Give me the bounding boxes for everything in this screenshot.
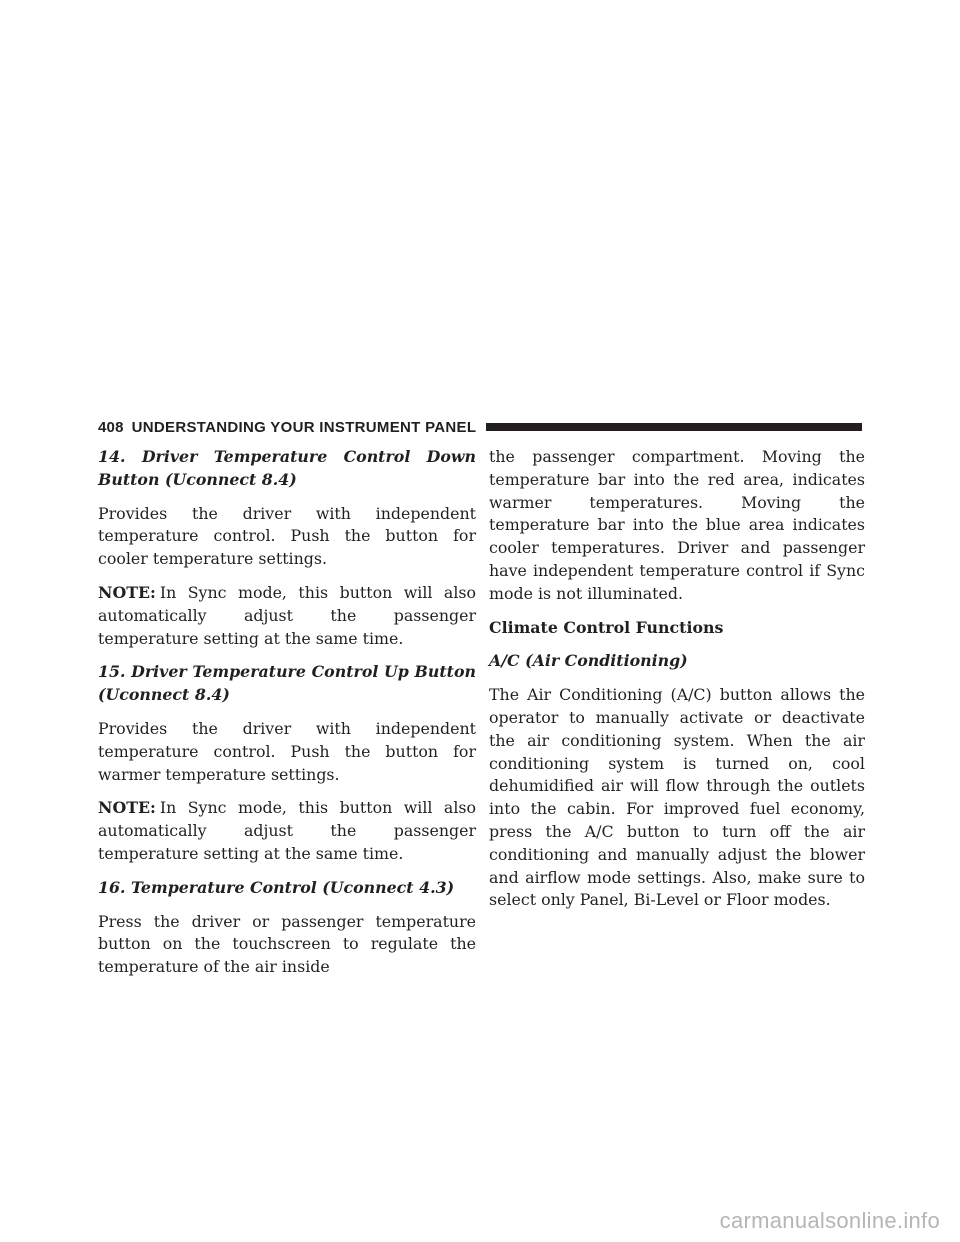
item-15-note [98, 797, 476, 865]
continued-text: the passenger compartment. Moving the temperature bar into the red area, indicates warmer temperatures. Moving the temperature bar into the blue area indicates cooler temperatures. Driver and passenger have independent temperature control if Sync mode is not illuminated. [489, 447, 865, 603]
item-15-body: Provides the driver with independent temperature control. Push the button for warmer temperature settings. [98, 718, 476, 784]
item-16-heading: 16. Temperature Control (Uconnect 4.3) [98, 877, 455, 897]
item-14-note [98, 582, 476, 650]
watermark: carmanualsonline.info [719, 1208, 940, 1233]
ac-heading: A/C (Air Conditioning) [489, 651, 688, 671]
page-number: 408 [98, 418, 124, 436]
right-column [489, 446, 865, 923]
header-rule [486, 423, 862, 431]
note-label: NOTE: [98, 798, 156, 818]
section-title: UNDERSTANDING YOUR INSTRUMENT PANEL [131, 418, 477, 436]
climate-control-heading: Climate Control Functions [489, 617, 724, 637]
item-14-body: Provides the driver with independent temperature control. Push the button for cooler temperature settings. [98, 503, 476, 569]
ac-body: The Air Conditioning (A/C) button allows the operator to manually activate or deactivate the air conditioning system. When the air conditioning system is turned on, cool dehumidified air will flow through the outlets into the cabin. For improved fuel economy, press the A/C button to turn off the air conditioning and manually adjust the blower and airflow mode settings. Also, make sure to select only Panel, Bi-Level or Floor modes. [489, 685, 865, 910]
item-16-body: Press the driver or passenger temperature button on the touchscreen to regulate the temperature of the air inside [98, 911, 476, 977]
page-header [98, 418, 862, 436]
item-14-heading: 14. Driver Temperature Control Down Button (Uconnect 8.4) [98, 447, 476, 489]
note-text: In Sync mode, this button will also automatically adjust the passenger temperature setting at the same time. [98, 582, 476, 648]
left-column [98, 446, 476, 990]
note-label: NOTE: [98, 582, 156, 602]
note-text: In Sync mode, this button will also automatically adjust the passenger temperature setting at the same time. [98, 798, 476, 863]
item-15-heading: 15. Driver Temperature Control Up Button (Uconnect 8.4) [98, 662, 476, 705]
